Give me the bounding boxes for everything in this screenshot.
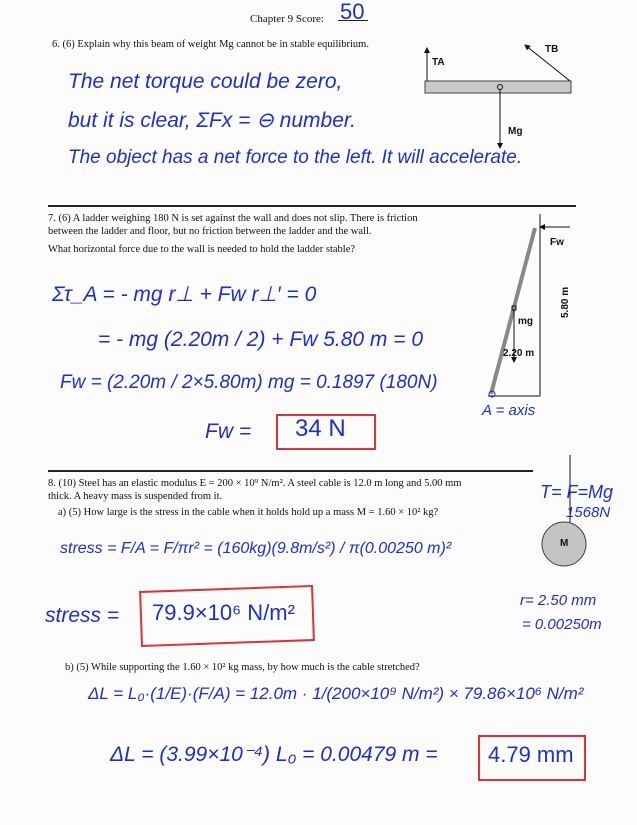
axis-note: A = axis	[482, 402, 536, 419]
q7-work-line: = - mg (2.20m / 2) + Fw 5.80 m = 0	[98, 328, 424, 351]
tension-note: T= F=Mg	[540, 482, 614, 502]
stress-label: stress =	[45, 604, 120, 627]
divider	[48, 205, 576, 207]
height-label: 5.80 m	[560, 286, 571, 318]
q7-answer: 34 N	[295, 415, 346, 442]
q8a-answer: 79.9×10⁶ N/m²	[152, 600, 295, 625]
fw-label: Fw	[550, 237, 564, 248]
mg-label: Mg	[508, 126, 523, 137]
radius-note: r= 2.50 mm	[520, 592, 597, 609]
q8-prompt: thick. A heavy mass is suspended from it.	[48, 491, 223, 502]
header-title: Chapter 9 Score:	[250, 13, 324, 25]
q7-work-line: Fw =	[205, 420, 252, 443]
ta-label: TA	[432, 57, 445, 68]
q8b-work-line: ΔL = L₀·(1/E)·(F/A) = 12.0m · 1/(200×10⁹ N/m²) × 79.86×10⁶ N/m²	[88, 684, 584, 703]
q6-answer-line: The object has a net force to the left. It will accelerate.	[68, 147, 523, 168]
score-value: 50	[340, 0, 365, 24]
q7-work-line: Στ_A = - mg r⊥ + Fw r⊥′ = 0	[52, 283, 317, 306]
q8-prompt: 8. (10) Steel has an elastic modulus E = 200 × 10⁹ N/m². A steel cable is 12.0 m long and 5.00 mm	[48, 478, 462, 489]
q7-work-line: Fw = (2.20m / 2×5.80m) mg = 0.1897 (180N)	[60, 372, 438, 393]
q6-prompt: 6. (6) Explain why this beam of weight Mg cannot be in stable equilibrium.	[52, 39, 369, 50]
tension-value: 1568N	[566, 504, 611, 521]
q8b-answer: 4.79 mm	[488, 742, 574, 767]
mass-label: M	[560, 538, 569, 549]
q8b-prompt: b) (5) While supporting the 1.60 × 10² kg mass, by how much is the cable stretched?	[65, 662, 420, 673]
q7-prompt: 7. (6) A ladder weighing 180 N is set against the wall and does not slip. There is friction	[48, 213, 418, 224]
q8b-work-line: ΔL = (3.99×10⁻⁴) L₀ = 0.00479 m =	[110, 743, 438, 766]
q8a-prompt: a) (5) How large is the stress in the cable when it holds hold up a mass M = 1.60 × 10² kg?	[58, 507, 439, 518]
ladder	[491, 228, 535, 394]
mg-label: mg	[518, 316, 533, 327]
base-label: 2.20 m	[503, 348, 535, 359]
q6-answer-line: but it is clear, ΣFx = ⊖ number.	[68, 109, 356, 132]
q7-prompt: between the ladder and floor, but no friction between the ladder and the wall.	[48, 226, 372, 237]
divider	[48, 470, 533, 472]
q6-answer-line: The net torque could be zero,	[68, 70, 343, 93]
radius-note: = 0.00250m	[522, 616, 602, 633]
beam-diagram	[425, 45, 571, 148]
q7-prompt: What horizontal force due to the wall is needed to hold the ladder stable?	[48, 244, 356, 255]
q8a-work: stress = F/A = F/πr² = (160kg)(9.8m/s²) / π(0.00250 m)²	[60, 540, 452, 557]
tb-label: TB	[545, 44, 559, 55]
